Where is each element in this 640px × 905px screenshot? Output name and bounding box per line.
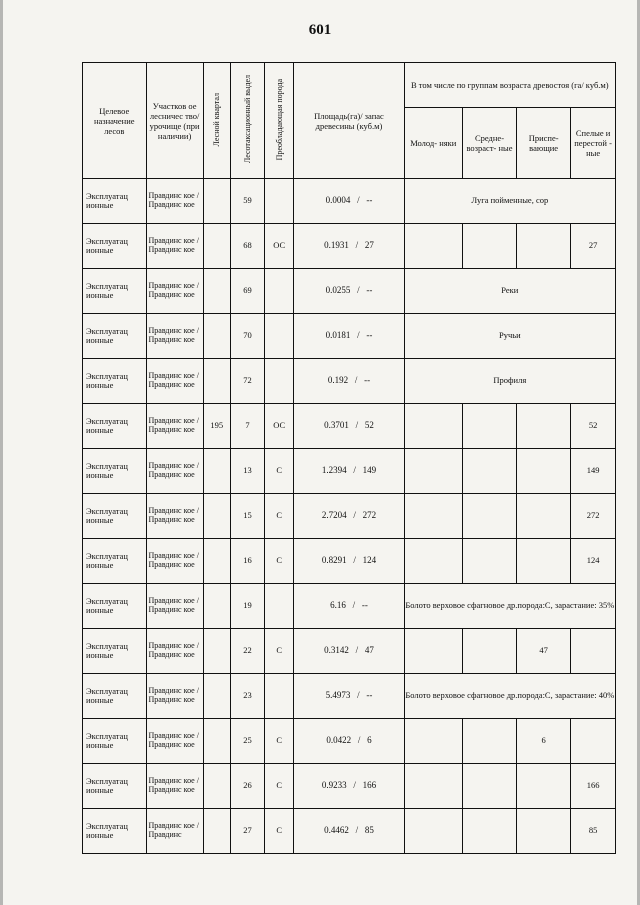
header-young: Молод- няки: [404, 108, 462, 179]
cell-quarter: [203, 584, 230, 629]
cell-allotment: 69: [230, 269, 264, 314]
cell-species: С: [265, 539, 294, 584]
cell-quarter: [203, 314, 230, 359]
cell-quarter: [203, 359, 230, 404]
cell-site: Правдинс кое / Правдинс кое: [146, 539, 203, 584]
cell-site: Правдинс кое / Правдинс кое: [146, 269, 203, 314]
table-row: [83, 179, 616, 224]
cell-maturing: [517, 809, 571, 854]
cell-area: 2.7204 / 272: [294, 494, 404, 539]
cell-middle: [462, 539, 516, 584]
cell-young: [404, 449, 462, 494]
cell-quarter: [203, 224, 230, 269]
cell-middle: [462, 404, 516, 449]
cell-allotment: 19: [230, 584, 264, 629]
cell-purpose: Эксплуатац ионные: [83, 269, 147, 314]
table-row: [83, 584, 616, 629]
cell-middle: [462, 224, 516, 269]
cell-maturing: [517, 404, 571, 449]
table-row: [83, 809, 616, 854]
cell-allotment: 13: [230, 449, 264, 494]
cell-mature: [571, 629, 616, 674]
cell-site: Правдинс кое / Правдинс: [146, 809, 203, 854]
cell-land-note: Профиля: [404, 359, 615, 404]
cell-young: [404, 224, 462, 269]
cell-site: Правдинс кое / Правдинс кое: [146, 179, 203, 224]
cell-mature: 149: [571, 449, 616, 494]
cell-site: Правдинс кое / Правдинс кое: [146, 314, 203, 359]
header-mature: Спелые и перестой - ные: [571, 108, 616, 179]
cell-land-note: Болото верховое сфагновое др.порода:С, зарастание: 40%: [404, 674, 615, 719]
header-allotment-label: Лесотаксационный выдел: [242, 75, 252, 164]
table-row: [83, 314, 616, 359]
cell-allotment: 25: [230, 719, 264, 764]
cell-site: Правдинс кое / Правдинс кое: [146, 224, 203, 269]
cell-maturing: [517, 449, 571, 494]
cell-area: 0.3701 / 52: [294, 404, 404, 449]
cell-allotment: 72: [230, 359, 264, 404]
header-middle: Средне- возраст- ные: [462, 108, 516, 179]
header-quarter: [203, 63, 230, 179]
cell-mature: 166: [571, 764, 616, 809]
cell-species: С: [265, 809, 294, 854]
cell-quarter: [203, 629, 230, 674]
cell-young: [404, 809, 462, 854]
cell-allotment: 7: [230, 404, 264, 449]
cell-site: Правдинс кое / Правдинс кое: [146, 494, 203, 539]
cell-young: [404, 404, 462, 449]
cell-species: ОС: [265, 404, 294, 449]
cell-species: С: [265, 719, 294, 764]
cell-species: С: [265, 494, 294, 539]
cell-site: Правдинс кое / Правдинс кое: [146, 359, 203, 404]
table-row: [83, 449, 616, 494]
cell-site: Правдинс кое / Правдинс кое: [146, 764, 203, 809]
cell-quarter: [203, 674, 230, 719]
table-row: [83, 674, 616, 719]
cell-middle: [462, 629, 516, 674]
cell-site: Правдинс кое / Правдинс кое: [146, 674, 203, 719]
cell-land-note: Болото верховое сфагновое др.порода:С, зарастание: 35%: [404, 584, 615, 629]
cell-maturing: [517, 494, 571, 539]
page-number: 601: [308, 22, 332, 38]
cell-area: 0.192 / --: [294, 359, 404, 404]
cell-species: С: [265, 764, 294, 809]
table-row: [83, 629, 616, 674]
cell-species: С: [265, 629, 294, 674]
cell-area: 0.0422 / 6: [294, 719, 404, 764]
cell-purpose: Эксплуатац ионные: [83, 629, 147, 674]
cell-middle: [462, 449, 516, 494]
cell-site: Правдинс кое / Правдинс кое: [146, 449, 203, 494]
cell-quarter: [203, 764, 230, 809]
cell-area: 0.0181 / --: [294, 314, 404, 359]
cell-purpose: Эксплуатац ионные: [83, 359, 147, 404]
cell-purpose: Эксплуатац ионные: [83, 764, 147, 809]
cell-middle: [462, 494, 516, 539]
cell-quarter: [203, 809, 230, 854]
cell-site: Правдинс кое / Правдинс кое: [146, 584, 203, 629]
header-allotment: [230, 63, 264, 179]
table-body: [83, 179, 616, 854]
cell-purpose: Эксплуатац ионные: [83, 314, 147, 359]
cell-area: 0.3142 / 47: [294, 629, 404, 674]
cell-young: [404, 719, 462, 764]
cell-purpose: Эксплуатац ионные: [83, 224, 147, 269]
cell-area: 5.4973 / --: [294, 674, 404, 719]
cell-species: [265, 269, 294, 314]
table-row: [83, 404, 616, 449]
cell-purpose: Эксплуатац ионные: [83, 179, 147, 224]
table-row: [83, 269, 616, 314]
cell-quarter: [203, 179, 230, 224]
cell-quarter: [203, 719, 230, 764]
cell-mature: 124: [571, 539, 616, 584]
table-row: [83, 539, 616, 584]
cell-land-note: Реки: [404, 269, 615, 314]
cell-area: 6.16 / --: [294, 584, 404, 629]
cell-purpose: Эксплуатац ионные: [83, 584, 147, 629]
cell-purpose: Эксплуатац ионные: [83, 809, 147, 854]
cell-purpose: Эксплуатац ионные: [83, 719, 147, 764]
cell-allotment: 70: [230, 314, 264, 359]
cell-young: [404, 629, 462, 674]
cell-allotment: 68: [230, 224, 264, 269]
header-area: Площадь(га)/ запас древесины (куб.м): [294, 63, 404, 179]
cell-site: Правдинс кое / Правдинс кое: [146, 404, 203, 449]
table-row: [83, 764, 616, 809]
cell-young: [404, 539, 462, 584]
header-species-label: Преобладающая порода: [274, 78, 284, 161]
cell-allotment: 15: [230, 494, 264, 539]
header-species: [265, 63, 294, 179]
cell-allotment: 23: [230, 674, 264, 719]
cell-middle: [462, 809, 516, 854]
cell-middle: [462, 719, 516, 764]
header-site: Участков ое лесничес тво/ урочище (при наличии): [146, 63, 203, 179]
cell-quarter: [203, 269, 230, 314]
cell-area: 0.4462 / 85: [294, 809, 404, 854]
cell-land-note: Ручьи: [404, 314, 615, 359]
cell-species: [265, 314, 294, 359]
header-purpose: Целевое назначение лесов: [83, 63, 147, 179]
cell-purpose: Эксплуатац ионные: [83, 404, 147, 449]
cell-purpose: Эксплуатац ионные: [83, 539, 147, 584]
cell-allotment: 59: [230, 179, 264, 224]
cell-purpose: Эксплуатац ионные: [83, 674, 147, 719]
cell-site: Правдинс кое / Правдинс кое: [146, 629, 203, 674]
cell-middle: [462, 764, 516, 809]
cell-maturing: 47: [517, 629, 571, 674]
cell-species: [265, 179, 294, 224]
header-row-top: [83, 63, 616, 108]
cell-allotment: 27: [230, 809, 264, 854]
cell-species: [265, 584, 294, 629]
cell-young: [404, 764, 462, 809]
cell-land-note: Луга пойменные, сор: [404, 179, 615, 224]
cell-species: ОС: [265, 224, 294, 269]
cell-species: С: [265, 449, 294, 494]
cell-mature: [571, 719, 616, 764]
table-row: [83, 494, 616, 539]
cell-mature: 85: [571, 809, 616, 854]
cell-quarter: 195: [203, 404, 230, 449]
table-row: [83, 359, 616, 404]
cell-mature: 52: [571, 404, 616, 449]
forest-inventory-table: [82, 62, 616, 854]
cell-site: Правдинс кое / Правдинс кое: [146, 719, 203, 764]
cell-allotment: 26: [230, 764, 264, 809]
cell-area: 1.2394 / 149: [294, 449, 404, 494]
cell-mature: 272: [571, 494, 616, 539]
cell-quarter: [203, 494, 230, 539]
cell-purpose: Эксплуатац ионные: [83, 449, 147, 494]
header-maturing: Приспе- вающие: [517, 108, 571, 179]
cell-area: 0.9233 / 166: [294, 764, 404, 809]
scan-edge-left: [0, 0, 3, 905]
cell-species: [265, 674, 294, 719]
cell-purpose: Эксплуатац ионные: [83, 494, 147, 539]
cell-quarter: [203, 449, 230, 494]
cell-maturing: [517, 764, 571, 809]
cell-area: 0.1931 / 27: [294, 224, 404, 269]
header-age-groups: В том числе по группам возраста древостоя (га/ куб.м): [404, 63, 615, 108]
cell-quarter: [203, 539, 230, 584]
cell-area: 0.0004 / --: [294, 179, 404, 224]
cell-area: 0.0255 / --: [294, 269, 404, 314]
cell-maturing: [517, 224, 571, 269]
table-row: [83, 224, 616, 269]
cell-young: [404, 494, 462, 539]
header-quarter-label: Лесной квартал: [212, 92, 222, 147]
cell-allotment: 16: [230, 539, 264, 584]
table-row: [83, 719, 616, 764]
cell-maturing: 6: [517, 719, 571, 764]
cell-area: 0.8291 / 124: [294, 539, 404, 584]
cell-mature: 27: [571, 224, 616, 269]
cell-species: [265, 359, 294, 404]
cell-maturing: [517, 539, 571, 584]
cell-allotment: 22: [230, 629, 264, 674]
